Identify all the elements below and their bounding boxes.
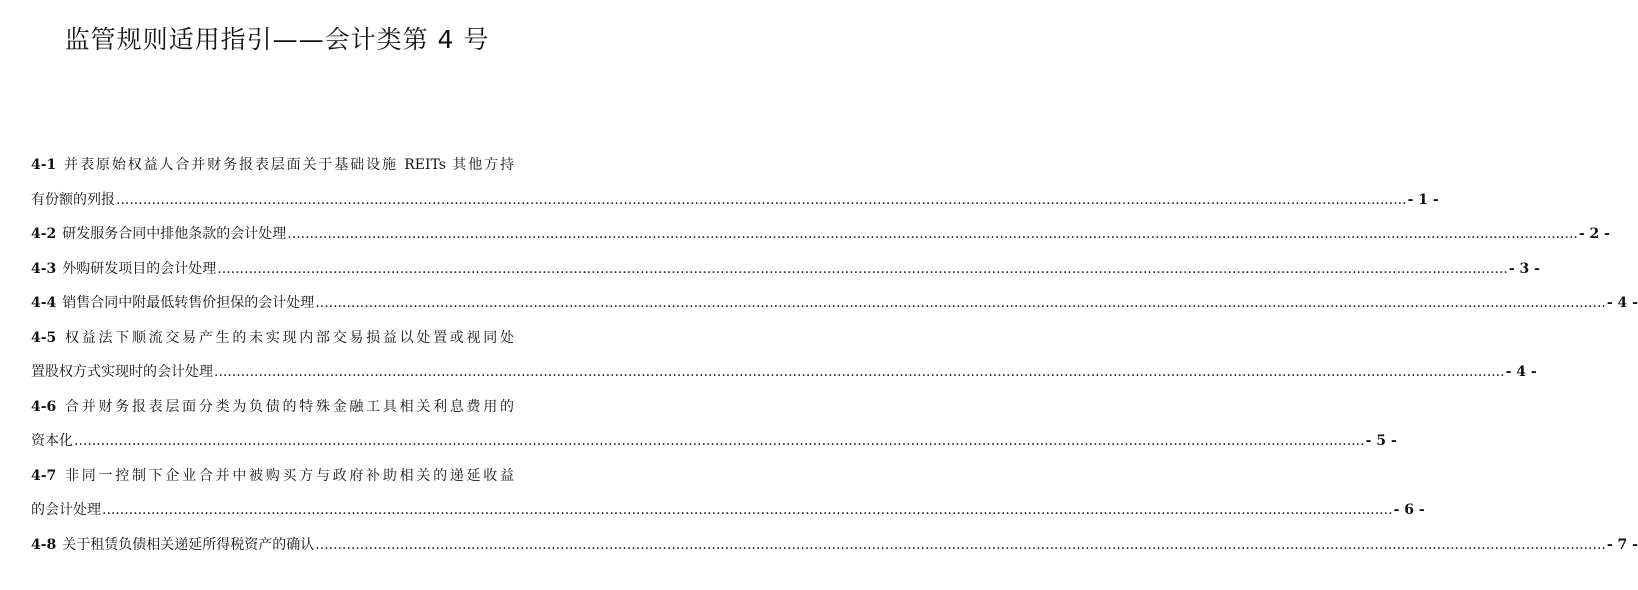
toc-entry-number: 4-2 [31, 226, 57, 242]
toc-line [31, 252, 1540, 287]
toc-entry-4-1[interactable] [31, 148, 1439, 217]
toc-line [31, 424, 1397, 459]
toc-entry-number: 4-1 [31, 157, 57, 173]
toc-entry-title-line: 4-7 非同一控制下企业合并中被购买方与政府补助相关的递延收益 [31, 467, 514, 484]
toc-line [31, 286, 1638, 321]
toc-entry-number: 4-5 [31, 329, 57, 346]
toc-entry-number: 4-3 [31, 260, 57, 277]
dot-leader [214, 355, 1505, 390]
toc-line [31, 217, 1610, 252]
dot-leader [102, 493, 1393, 528]
dot-leader [217, 252, 1508, 287]
toc-page-number: - 3 - [1508, 260, 1540, 277]
toc-page-number: - 2 - [1578, 226, 1610, 242]
toc-entry-4-6[interactable] [31, 390, 1397, 459]
toc-entry-title-line: 关于租赁负债相关递延所得税资产的确认 [62, 536, 315, 553]
toc-line [31, 390, 514, 425]
toc-entry-4-2[interactable] [31, 217, 1610, 252]
dot-leader [315, 528, 1606, 563]
toc-entry-title-line: 研发服务合同中排他条款的会计处理 [62, 226, 287, 242]
table-of-contents [31, 148, 1638, 562]
toc-line [31, 148, 514, 183]
toc-entry-4-3[interactable] [31, 252, 1540, 287]
toc-page-number: - 6 - [1393, 502, 1425, 518]
toc-entry-4-7[interactable] [31, 459, 1425, 528]
toc-line [31, 355, 1537, 390]
toc-line [31, 321, 514, 356]
toc-page-number: - 4 - [1505, 364, 1537, 380]
toc-page-number: - 4 - [1606, 295, 1638, 311]
toc-entry-title-line: 置股权方式实现时的会计处理 [31, 364, 213, 380]
toc-entry-title-line: 的会计处理 [31, 502, 101, 518]
document-title: 监管规则适用指引——会计类第 4 号 [64, 25, 490, 54]
toc-entry-title-line: 4-1 并表原始权益人合并财务报表层面关于基础设施 REITs 其他方持 [31, 157, 514, 173]
toc-entry-title-line: 4-6 合并财务报表层面分类为负债的特殊金融工具相关利息费用的 [31, 398, 514, 415]
toc-entry-number: 4-7 [31, 467, 57, 484]
toc-entry-4-4[interactable] [31, 286, 1638, 321]
toc-entry-4-8[interactable] [31, 528, 1638, 563]
toc-page-number: - 5 - [1365, 433, 1397, 449]
toc-entry-title-line: 有份额的列报 [31, 191, 115, 208]
dot-leader [116, 183, 1407, 218]
toc-entry-number: 4-4 [31, 295, 57, 311]
toc-entry-title-line: 销售合同中附最低转售价担保的会计处理 [62, 295, 315, 311]
toc-entry-title-line: 4-5 权益法下顺流交易产生的未实现内部交易损益以处置或视同处 [31, 329, 514, 346]
toc-line [31, 493, 1425, 528]
toc-page-number: - 7 - [1606, 536, 1638, 553]
toc-entry-4-5[interactable] [31, 321, 1537, 390]
toc-entry-title-line: 资本化 [31, 433, 73, 449]
dot-leader [315, 286, 1606, 321]
toc-line [31, 459, 514, 494]
toc-entry-number: 4-6 [31, 398, 57, 415]
dot-leader [74, 424, 1365, 459]
toc-entry-number: 4-8 [31, 536, 57, 553]
toc-entry-title-line: 外购研发项目的会计处理 [62, 260, 217, 277]
toc-page-number: - 1 - [1407, 191, 1439, 208]
dot-leader [287, 217, 1578, 252]
toc-line [31, 183, 1439, 218]
toc-line [31, 528, 1638, 563]
